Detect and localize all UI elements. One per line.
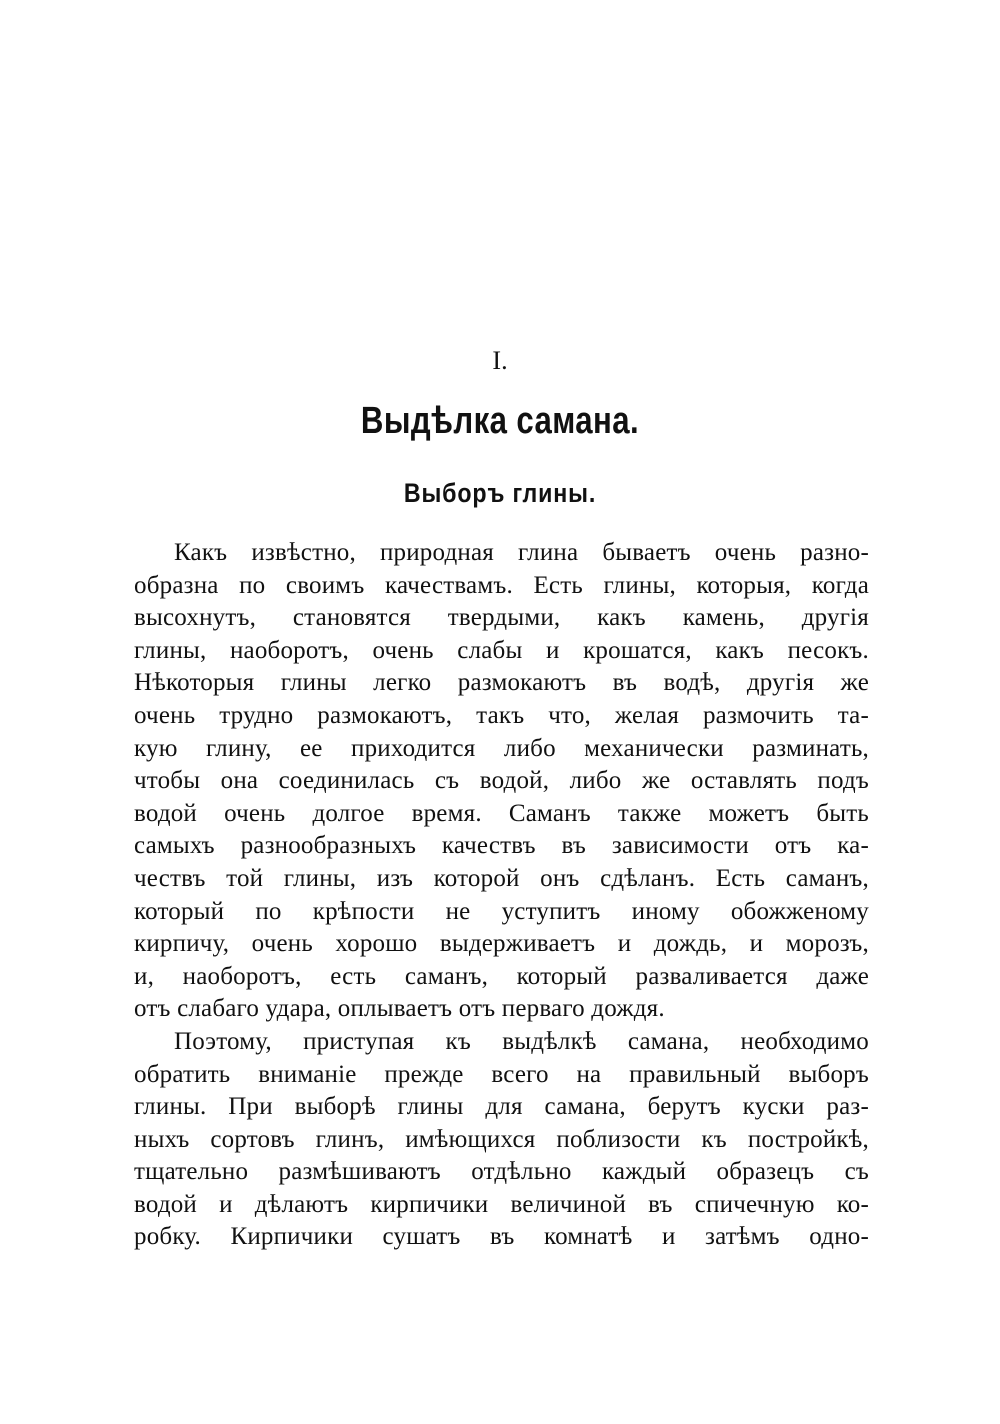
text-line: отъ слабаго удара, оплываетъ отъ перваго дождя. — [134, 995, 665, 1023]
text-line: и, наоборотъ, есть саманъ, который разваливается даже — [134, 962, 869, 990]
text-line: чествъ той глины, изъ которой онъ сдѣланъ. Есть саманъ, — [134, 864, 869, 892]
paragraph-1 — [134, 537, 869, 1026]
text-line: глины. При выборѣ глины для самана, берутъ куски раз- — [134, 1093, 869, 1121]
text-line: который по крѣпости не уступитъ иному обожженому — [134, 897, 869, 925]
text-line: Нѣкоторыя глины легко размокаютъ въ водѣ, другія же — [134, 669, 869, 697]
text-line: чтобы она соединилась съ водой, либо же оставлять подъ — [134, 767, 869, 795]
text-line: глины, наоборотъ, очень слабы и крошатся, какъ песокъ. — [134, 636, 869, 664]
text-line: кирпичу, очень хорошо выдерживаетъ и дождь, и морозъ, — [134, 930, 869, 958]
text-line: обратить вниманіе прежде всего на правильный выборъ — [134, 1060, 869, 1088]
text-line: высохнутъ, становятся твердыми, какъ камень, другія — [134, 604, 869, 632]
text-line: тщательно размѣшиваютъ отдѣльно каждый образецъ съ — [134, 1158, 869, 1186]
paragraph-2 — [134, 1026, 869, 1254]
text-line: Какъ извѣстно, природная глина бываетъ очень разно- — [174, 539, 869, 566]
chapter-number: I. — [492, 346, 508, 375]
section-title: Выборъ глины. — [403, 478, 597, 508]
chapter-title: Выдѣлка самана. — [360, 400, 640, 442]
text-line: водой очень долгое время. Саманъ также можетъ быть — [134, 799, 869, 827]
text-line: водой и дѣлаютъ кирпичики величиной въ спичечную ко- — [134, 1190, 869, 1218]
text-line: ныхъ сортовъ глинъ, имѣющихся поблизости къ постройкѣ, — [134, 1125, 869, 1153]
text-line: очень трудно размокаютъ, такъ что, желая размочить та- — [134, 701, 869, 729]
text-line: кую глину, ее приходится либо механически разминать, — [134, 734, 869, 762]
text-line: образна по своимъ качествамъ. Есть глины, которыя, когда — [134, 571, 869, 599]
text-line: самыхъ разнообразныхъ качествъ въ зависимости отъ ка- — [134, 832, 869, 860]
text-line: робку. Кирпичики сушатъ въ комнатѣ и затѣмъ одно- — [134, 1223, 869, 1251]
body-text — [134, 537, 869, 1254]
text-line: Поэтому, приступая къ выдѣлкѣ самана, необходимо — [174, 1027, 869, 1055]
